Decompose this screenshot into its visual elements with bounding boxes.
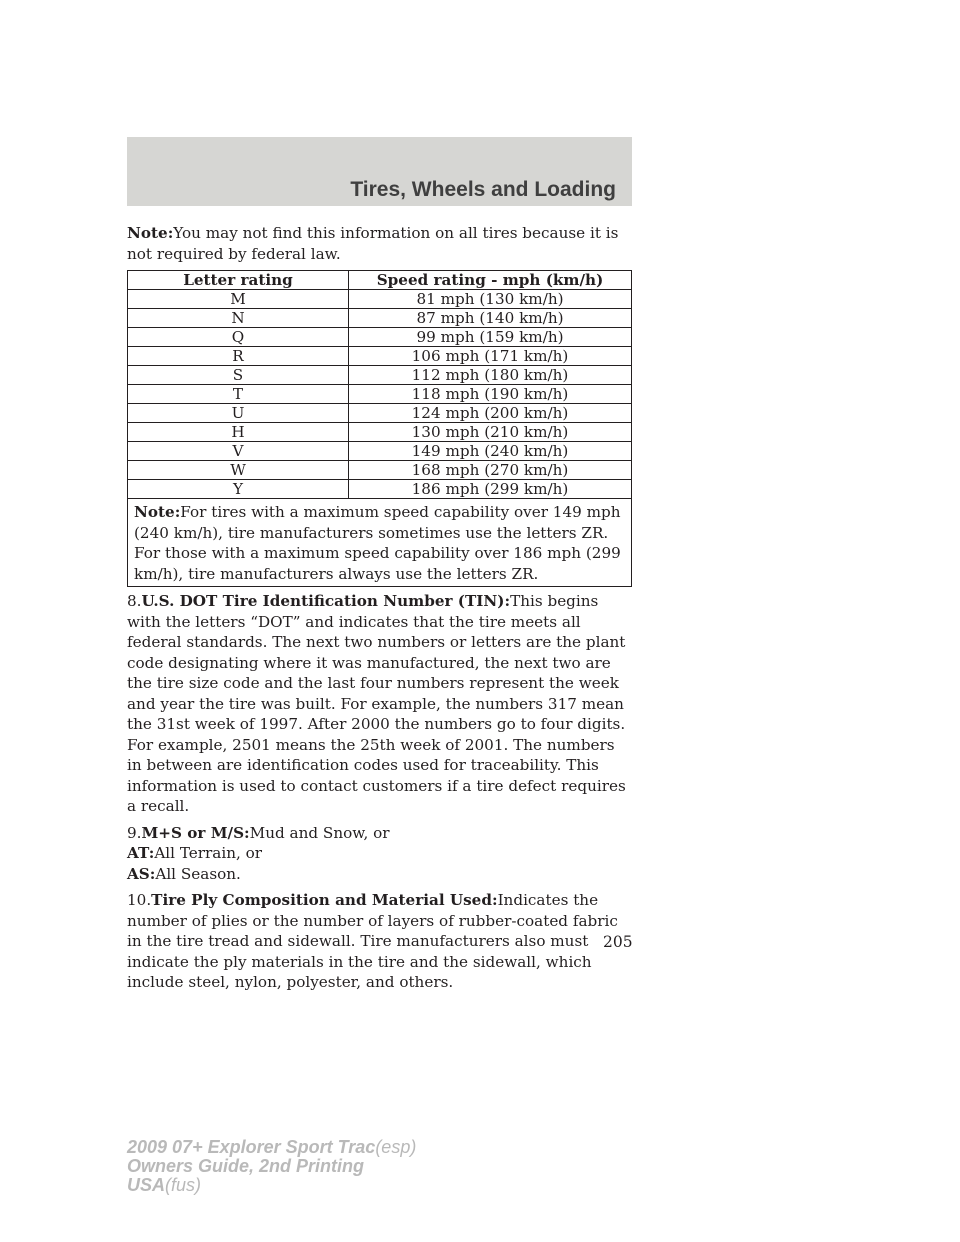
letter-cell: Y	[128, 480, 349, 499]
footer-line-2: Owners Guide, 2nd Printing	[127, 1156, 365, 1176]
item-9-tread-type	[127, 823, 632, 885]
table-note-text: For tires with a maximum speed capability over 149 mph (240 km/h), tire manufacturers sometimes use the letters ZR. For those with a maximum speed capability over 186 mph (299 km/h), tire manufacturers always use the letters ZR.	[134, 503, 621, 583]
speed-cell: 112 mph (180 km/h)	[349, 366, 632, 385]
letter-cell: M	[128, 290, 349, 309]
table-row	[128, 385, 632, 404]
as-text: All Season.	[155, 864, 241, 883]
table-row	[128, 347, 632, 366]
item-8-label: U.S. DOT Tire Identification Number (TIN):	[141, 592, 511, 610]
table-row	[128, 423, 632, 442]
table-row	[128, 442, 632, 461]
table-row	[128, 404, 632, 423]
speed-cell: 168 mph (270 km/h)	[349, 461, 632, 480]
intro-note	[127, 223, 632, 264]
letter-cell: V	[128, 442, 349, 461]
letter-cell: U	[128, 404, 349, 423]
footer-line-3	[127, 1176, 416, 1195]
table-row	[128, 290, 632, 309]
letter-cell: R	[128, 347, 349, 366]
item-8-tin	[127, 591, 632, 817]
item-10-ply-composition	[127, 890, 632, 993]
item-10-label: Tire Ply Composition and Material Used:	[151, 891, 498, 909]
table-note-row	[128, 499, 632, 587]
footer-line-1	[127, 1138, 416, 1157]
at-label: AT:	[127, 844, 155, 862]
table-row	[128, 461, 632, 480]
letter-cell: H	[128, 423, 349, 442]
table-header-row	[128, 271, 632, 290]
table-row	[128, 328, 632, 347]
section-title: Tires, Wheels and Loading	[350, 178, 616, 201]
letter-cell: Q	[128, 328, 349, 347]
speed-cell: 81 mph (130 km/h)	[349, 290, 632, 309]
letter-cell: T	[128, 385, 349, 404]
as-label: AS:	[127, 864, 156, 883]
speed-cell: 99 mph (159 km/h)	[349, 328, 632, 347]
page-content	[127, 223, 632, 999]
speed-cell: 118 mph (190 km/h)	[349, 385, 632, 404]
page-number: 205	[603, 933, 633, 951]
intro-note-label: Note:	[127, 224, 174, 242]
speed-rating-table	[127, 270, 632, 587]
footer-model: 2009 07+ Explorer Sport Trac	[127, 1137, 376, 1157]
table-note	[128, 499, 632, 587]
ms-label: M+S or M/S:	[141, 823, 250, 842]
table-row	[128, 309, 632, 328]
speed-cell: 124 mph (200 km/h)	[349, 404, 632, 423]
item-8-number: 8.	[127, 592, 142, 610]
intro-note-text: You may not find this information on all tires because it is not required by federal law.	[127, 224, 619, 263]
footer	[127, 1138, 416, 1195]
footer-model-code: (esp)	[375, 1137, 417, 1157]
table-note-label: Note:	[134, 503, 181, 521]
table-row	[128, 366, 632, 385]
letter-cell: W	[128, 461, 349, 480]
table-row	[128, 480, 632, 499]
column-header-speed-rating: Speed rating - mph (km/h)	[349, 271, 632, 290]
section-header-band	[127, 137, 632, 206]
at-text: All Terrain, or	[154, 844, 263, 862]
item-8-text: This begins with the letters “DOT” and indicates that the tire meets all federal standards. The next two numbers or letters are the plant code designating where it was manufactured, the next two are the tire size code and the last four numbers represent the week and year the tire was built. For example, the numbers 317 mean the 31st week of 1997. After 2000 the numbers go to four digits. For example, 2501 means the 25th week of 2001. The numbers in between are identification codes used for traceability. This information is used to contact customers if a tire defect requires a recall.	[127, 592, 626, 815]
speed-cell: 87 mph (140 km/h)	[349, 309, 632, 328]
speed-cell: 149 mph (240 km/h)	[349, 442, 632, 461]
letter-cell: S	[128, 366, 349, 385]
footer-market-code: (fus)	[165, 1175, 202, 1195]
ms-text: Mud and Snow, or	[249, 823, 390, 842]
speed-cell: 106 mph (171 km/h)	[349, 347, 632, 366]
speed-cell: 186 mph (299 km/h)	[349, 480, 632, 499]
column-header-letter-rating: Letter rating	[128, 271, 349, 290]
item-10-number: 10.	[127, 891, 152, 909]
item-10-text: Indicates the number of plies or the number of layers of rubber-coated fabric in the tire tread and sidewall. Tire manufacturers also must indicate the ply materials in the tire and the sidewall, which include steel, nylon, polyester, and others.	[127, 891, 618, 991]
footer-market: USA	[127, 1175, 166, 1195]
item-9-number: 9.	[127, 823, 142, 842]
letter-cell: N	[128, 309, 349, 328]
speed-cell: 130 mph (210 km/h)	[349, 423, 632, 442]
